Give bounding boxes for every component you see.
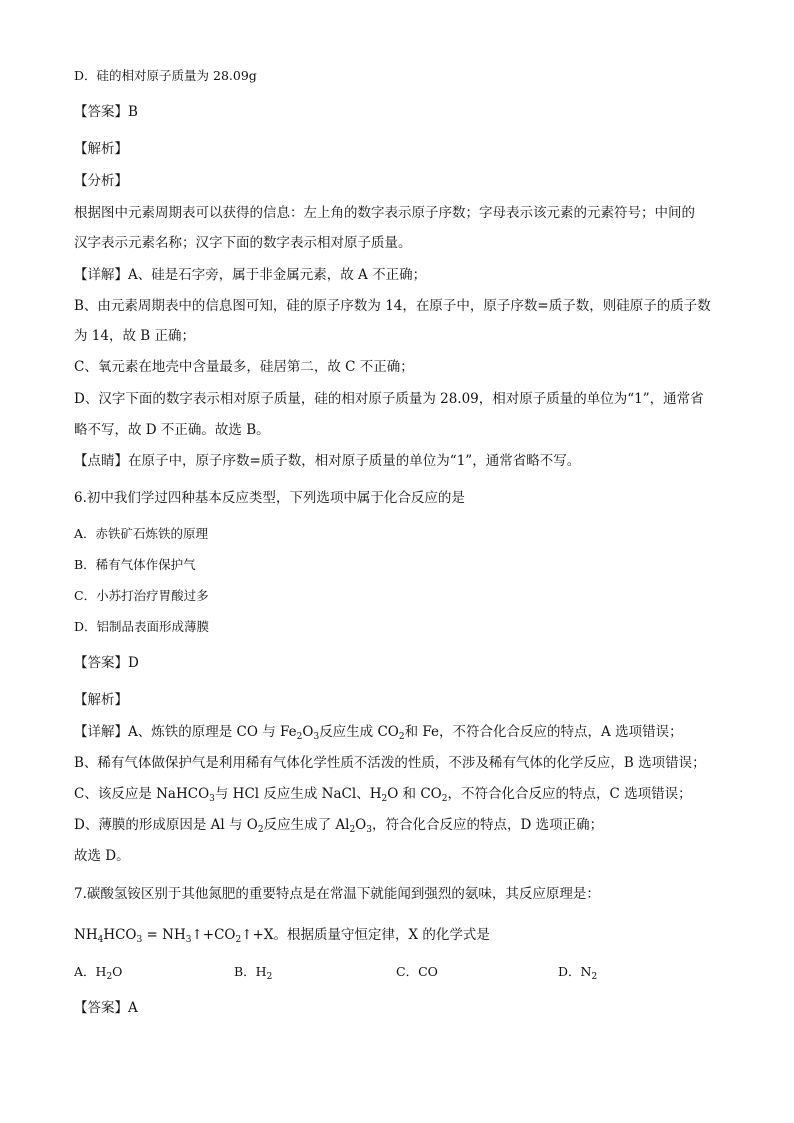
sub: 2 [235, 935, 242, 945]
q7-option-b [234, 962, 272, 982]
sub: 2 [591, 972, 598, 982]
t: 反应生成了 Al [263, 817, 350, 833]
sub: 2 [266, 972, 273, 982]
sub: 2 [381, 794, 388, 804]
q5-fenxi-line1: 根据图中元素周期表可以获得的信息：左上角的数字表示原子序数；字母表示该元素的元素符号；中间的 [74, 205, 695, 221]
t: O [112, 964, 123, 979]
q5-answer-line [74, 102, 138, 122]
q6-detail-d [74, 815, 603, 835]
q6-option-a: A．赤铁矿石炼铁的原理 [74, 526, 209, 541]
sub: 2 [257, 825, 264, 835]
t: O [355, 817, 367, 833]
answer-tag: 【答案】 [74, 104, 128, 120]
q7-equation-line [74, 925, 490, 945]
comment-tag: 【点睛】 [74, 453, 128, 469]
q5-detail-b1: B、由元素周期表中的信息图可知，硅的原子序数为 14，在原子中，原子序数=质子数，则硅原子的质子数 [74, 298, 711, 314]
sub: 3 [313, 732, 320, 742]
answer-value: D [128, 655, 139, 671]
detail-tag: 【详解】 [74, 267, 128, 283]
q6-conclusion: 故选 D。 [74, 848, 130, 864]
t: 反应生成 CO [319, 724, 399, 740]
q5-detail-d2: 略不写，故 D 不正确。故选 B。 [74, 422, 270, 438]
t: A、炼铁的原理是 CO 与 Fe [128, 724, 297, 740]
t: 与 HCl 反应生成 NaCl、H [214, 786, 382, 802]
t: O 和 CO [387, 786, 442, 802]
sub: 2 [398, 732, 405, 742]
q5-detail-a [74, 265, 426, 285]
q7-option-d [558, 962, 597, 982]
sub: 3 [209, 794, 215, 804]
answer-value: A [128, 1000, 138, 1016]
t: ↑+X [241, 927, 274, 943]
t: 和 Fe，不符合化合反应的特点，A 选项错误； [404, 724, 683, 740]
q5-detail-c: C、氧元素在地壳中含量最多，硅居第二，故 C 不正确； [74, 359, 414, 375]
q5-fenxi-tag: 【分析】 [74, 173, 128, 189]
comment-text: 在原子中，原子序数=质子数，相对原子质量的单位为“1”，通常省略不写。 [128, 453, 581, 469]
t: ，符合化合反应的特点，D 选项正确； [371, 817, 604, 833]
q6-option-d: D．铝制品表面形成薄膜 [74, 619, 210, 634]
t: C．CO [396, 964, 438, 979]
q6-detail-b: B、稀有气体做保护气是利用稀有气体化学性质不活泼的性质，不涉及稀有气体的化学反应，B 选项错误； [74, 755, 706, 771]
q6-option-b: B．稀有气体作保护气 [74, 557, 196, 572]
q6-detail-c [74, 784, 692, 804]
q5-fenxi-line2: 汉字表示元素名称；汉字下面的数字表示相对原子质量。 [74, 235, 412, 251]
sub: 3 [185, 935, 192, 945]
q5-detail-d1: D、汉字下面的数字表示相对原子质量，硅的相对原子质量为 28.09，相对原子质量的单位为“1”，通常省 [74, 391, 704, 407]
t: ，不符合化合反应的特点，C 选项错误； [447, 786, 692, 802]
sub: 2 [441, 794, 448, 804]
sub: 3 [366, 825, 372, 835]
sub: 2 [296, 732, 303, 742]
q6-answer-line [74, 653, 139, 673]
sub: 3 [136, 935, 143, 945]
detail-a-text: A、硅是石字旁，属于非金属元素，故 A 不正确； [128, 267, 427, 283]
t: ↑+CO [191, 927, 236, 943]
t: D．N [558, 964, 592, 979]
equation-tail: 。根据质量守恒定律，X 的化学式是 [273, 927, 490, 943]
t: D、薄膜的形成原因是 Al 与 O [74, 817, 258, 833]
q7-option-c [396, 962, 438, 982]
detail-tag: 【详解】 [74, 724, 128, 740]
q6-stem: 6.初中我们学过四种基本反应类型，下列选项中属于化合反应的是 [74, 490, 465, 506]
t: = NH [142, 927, 186, 943]
answer-tag: 【答案】 [74, 655, 128, 671]
q5-comment [74, 451, 580, 471]
q7-answer-line [74, 998, 138, 1018]
t: C、该反应是 NaHCO [74, 786, 210, 802]
t: O [302, 724, 314, 740]
q5-detail-b2: 为 14，故 B 正确； [74, 328, 195, 344]
q6-detail-a [74, 722, 683, 742]
q6-option-c: C．小苏打治疗胃酸过多 [74, 588, 209, 603]
sub: 2 [349, 825, 356, 835]
q6-analysis-tag: 【解析】 [74, 692, 128, 708]
t: B．H [234, 964, 267, 979]
q5-option-d: D．硅的相对原子质量为 28.09g [74, 68, 257, 83]
q7-stem: 7.碳酸氢铵区别于其他氮肥的重要特点是在常温下就能闻到强烈的氨味，其反应原理是： [74, 886, 600, 902]
q7-option-a [74, 962, 122, 982]
t: NH [74, 927, 98, 943]
sub: 4 [97, 935, 104, 945]
t: A．H [74, 964, 107, 979]
answer-value: B [128, 104, 138, 120]
q5-analysis-tag: 【解析】 [74, 141, 128, 157]
answer-tag: 【答案】 [74, 1000, 128, 1016]
sub: 2 [106, 972, 113, 982]
t: HCO [103, 927, 137, 943]
